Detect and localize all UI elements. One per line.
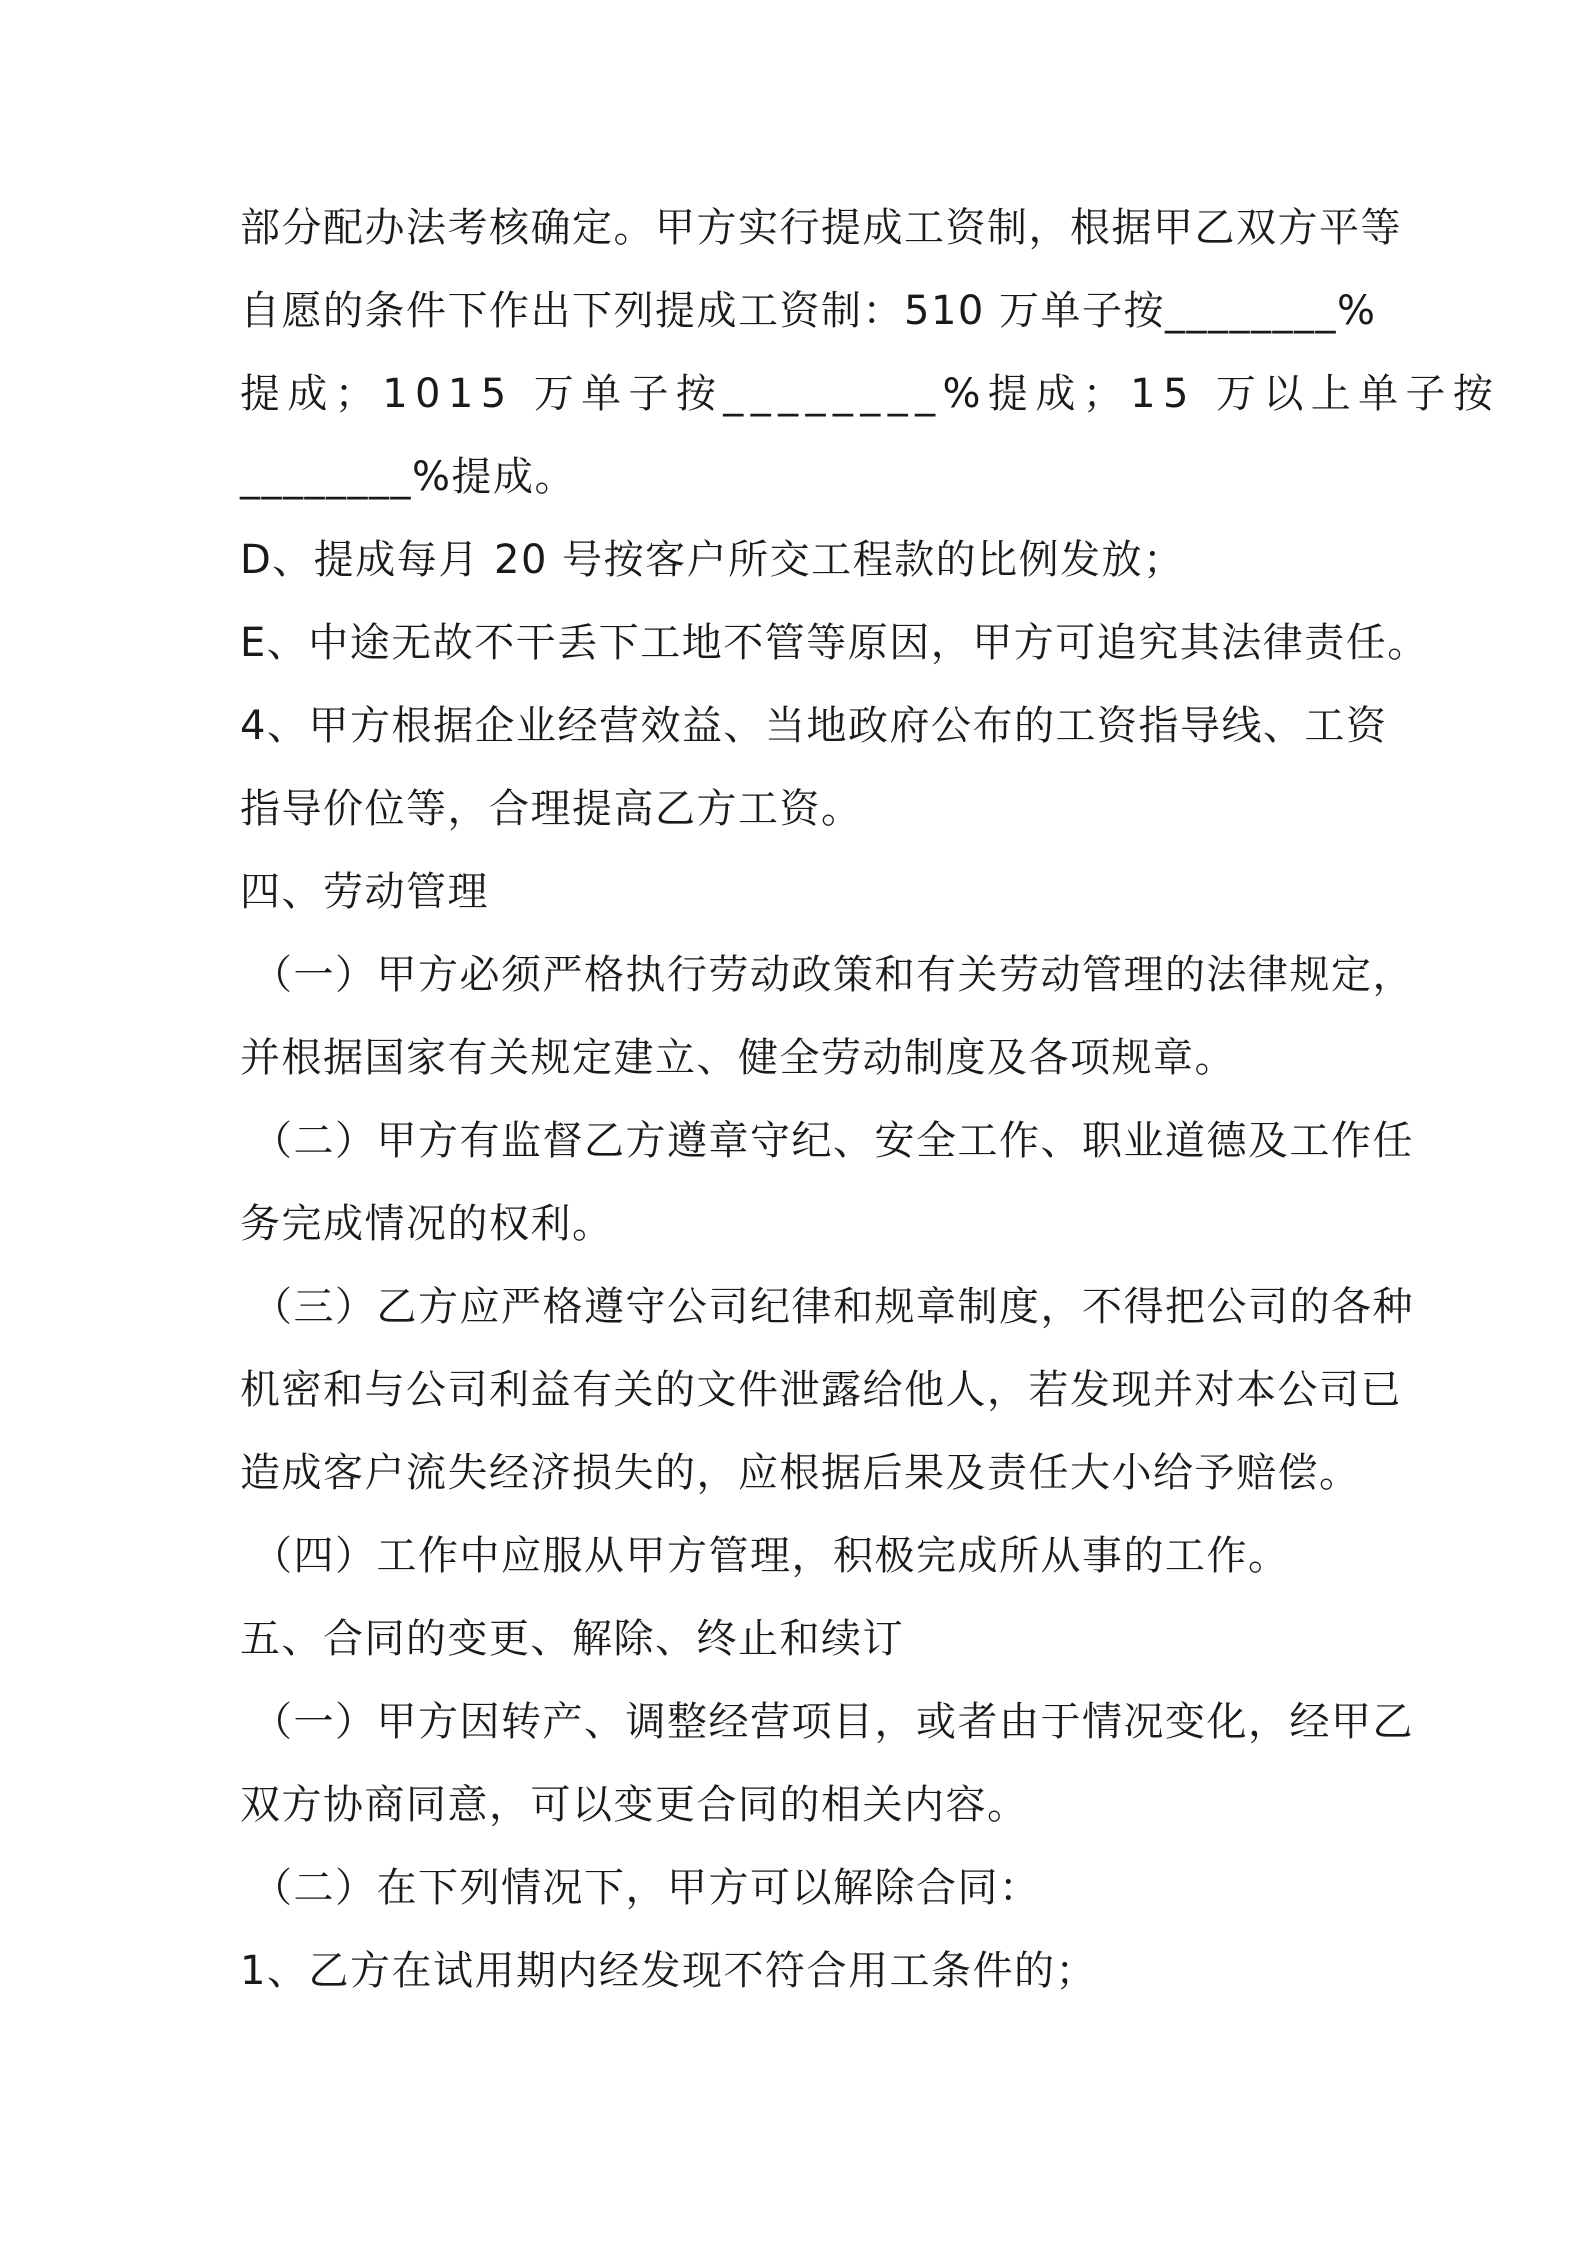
text-line: ________%提成。 <box>240 454 577 500</box>
text-line: （三）乙方应严格遵守公司纪律和规章制度，不得把公司的各种 <box>252 1284 1414 1330</box>
text-line: （二）在下列情况下，甲方可以解除合同： <box>252 1865 1041 1911</box>
text-line: D、提成每月 20 号按客户所交工程款的比例发放； <box>240 537 1185 583</box>
section-heading: 五、合同的变更、解除、终止和续订 <box>240 1616 904 1662</box>
text-line: （一）甲方因转产、调整经营项目，或者由于情况变化，经甲乙 <box>252 1699 1414 1745</box>
text-line: 指导价位等，合理提高乙方工资。 <box>240 786 863 832</box>
text-line: 部分配办法考核确定。甲方实行提成工资制，根据甲乙双方平等 <box>240 205 1402 251</box>
text-line: 双方协商同意，可以变更合同的相关内容。 <box>240 1782 1029 1828</box>
text-line: 机密和与公司利益有关的文件泄露给他人，若发现并对本公司已 <box>240 1367 1402 1413</box>
text-line: 1、乙方在试用期内经发现不符合用工条件的； <box>240 1948 1097 1994</box>
text-line: 自愿的条件下作出下列提成工资制：510 万单子按________% <box>240 288 1377 334</box>
text-line: 提成；1015 万单子按________%提成；15 万以上单子按 <box>240 371 1501 417</box>
text-line: （一）甲方必须严格执行劳动政策和有关劳动管理的法律规定， <box>252 952 1414 998</box>
text-line: （四）工作中应服从甲方管理，积极完成所从事的工作。 <box>252 1533 1290 1579</box>
text-line: （二）甲方有监督乙方遵章守纪、安全工作、职业道德及工作任 <box>252 1118 1414 1164</box>
text-line: E、中途无故不干丢下工地不管等原因，甲方可追究其法律责任。 <box>240 620 1429 666</box>
text-line: 造成客户流失经济损失的，应根据后果及责任大小给予赔偿。 <box>240 1450 1361 1496</box>
text-line: 并根据国家有关规定建立、健全劳动制度及各项规章。 <box>240 1035 1236 1081</box>
text-line: 务完成情况的权利。 <box>240 1201 614 1247</box>
section-heading: 四、劳动管理 <box>240 869 489 915</box>
text-line: 4、甲方根据企业经营效益、当地政府公布的工资指导线、工资 <box>240 703 1388 749</box>
